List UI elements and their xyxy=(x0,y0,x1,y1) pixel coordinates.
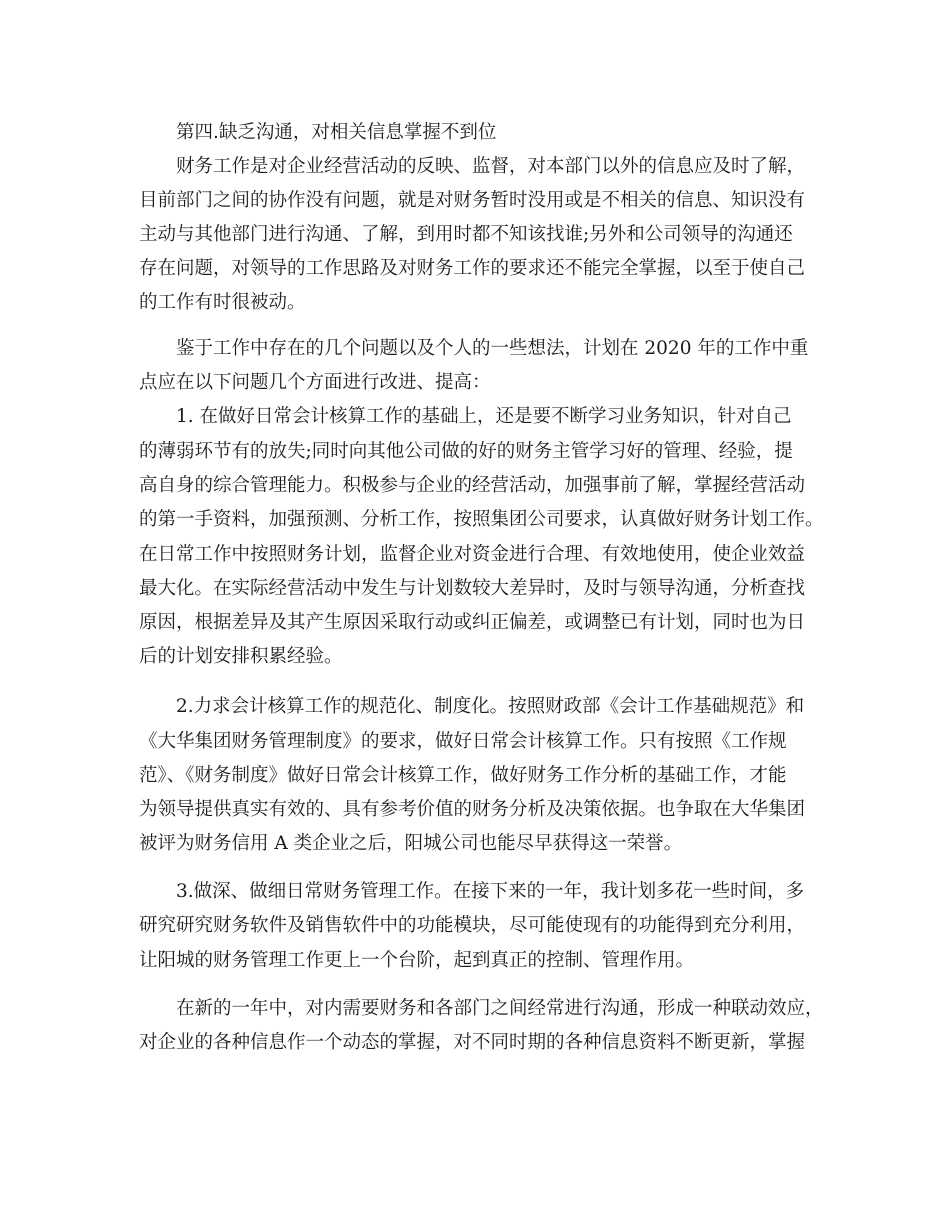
paragraph-line: 财务工作是对企业经营活动的反映、监督，对本部门以外的信息应及时了解， xyxy=(176,156,806,177)
section-heading: 第四.缺乏沟通，对相关信息掌握不到位 xyxy=(176,122,497,143)
paragraph-line: 《大华集团财务管理制度》的要求，做好日常会计核算工作。只有按照《工作规 xyxy=(139,731,787,752)
paragraph-line: 在新的一年中，对内需要财务和各部门之间经常进行沟通，形成一种联动效应， xyxy=(176,998,824,1019)
paragraph-line: 的工作有时很被动。 xyxy=(139,292,306,313)
paragraph-line: 原因，根据差异及其产生原因采取行动或纠正偏差，或调整已有计划，同时也为日 xyxy=(139,612,806,633)
paragraph-line: 在日常工作中按照财务计划，监督企业对资金进行合理、有效地使用，使企业效益 xyxy=(139,544,806,565)
paragraph-line: 范》、《财务制度》做好日常会计核算工作，做好财务工作分析的基础工作，才能 xyxy=(139,765,787,786)
paragraph-line: 让阳城的财务管理工作更上一个台阶，起到真正的控制、管理作用。 xyxy=(139,950,695,971)
paragraph-line: 对企业的各种信息作一个动态的掌握，对不同时期的各种信息资料不断更新，掌握 xyxy=(139,1032,806,1053)
paragraph-line: 1. 在做好日常会计核算工作的基础上，还是要不断学习业务知识，针对自己 xyxy=(176,406,792,427)
paragraph-line: 目前部门之间的协作没有问题，就是对财务暂时没用或是不相关的信息、知识没有 xyxy=(139,190,806,211)
paragraph-line: 的第一手资料，加强预测、分析工作，按照集团公司要求，认真做好财务计划工作。 xyxy=(139,509,824,530)
paragraph-line: 被评为财务信用 A 类企业之后，阳城公司也能尽早获得这一荣誉。 xyxy=(139,833,683,854)
paragraph-line: 的薄弱环节有的放失;同时向其他公司做的好的财务主管学习好的管理、经验，提 xyxy=(139,441,793,462)
paragraph-line: 最大化。在实际经营活动中发生与计划数较大差异时，及时与领导沟通，分析查找 xyxy=(139,578,806,599)
paragraph-line: 鉴于工作中存在的几个问题以及个人的一些想法，计划在 2020 年的工作中重 xyxy=(176,338,809,359)
paragraph-line: 存在问题，对领导的工作思路及对财务工作的要求还不能完全掌握，以至于使自己 xyxy=(139,258,806,279)
paragraph-line: 主动与其他部门进行沟通、了解，到用时都不知该找谁;另外和公司领导的沟通还 xyxy=(139,224,793,245)
paragraph-line: 高自身的综合管理能力。积极参与企业的经营活动，加强事前了解，掌握经营活动 xyxy=(139,475,806,496)
paragraph-line: 研究研究财务软件及销售软件中的功能模块，尽可能使现有的功能得到充分利用， xyxy=(139,915,806,936)
paragraph-line: 3.做深、做细日常财务管理工作。在接下来的一年，我计划多花一些时间，多 xyxy=(176,881,805,902)
paragraph-line: 后的计划安排积累经验。 xyxy=(139,646,343,667)
paragraph-line: 2.力求会计核算工作的规范化、制度化。按照财政部《会计工作基础规范》和 xyxy=(176,696,805,717)
paragraph-line: 为领导提供真实有效的、具有参考价值的财务分析及决策依据。也争取在大华集团 xyxy=(139,799,806,820)
paragraph-line: 点应在以下问题几个方面进行改进、提高： xyxy=(139,372,491,393)
